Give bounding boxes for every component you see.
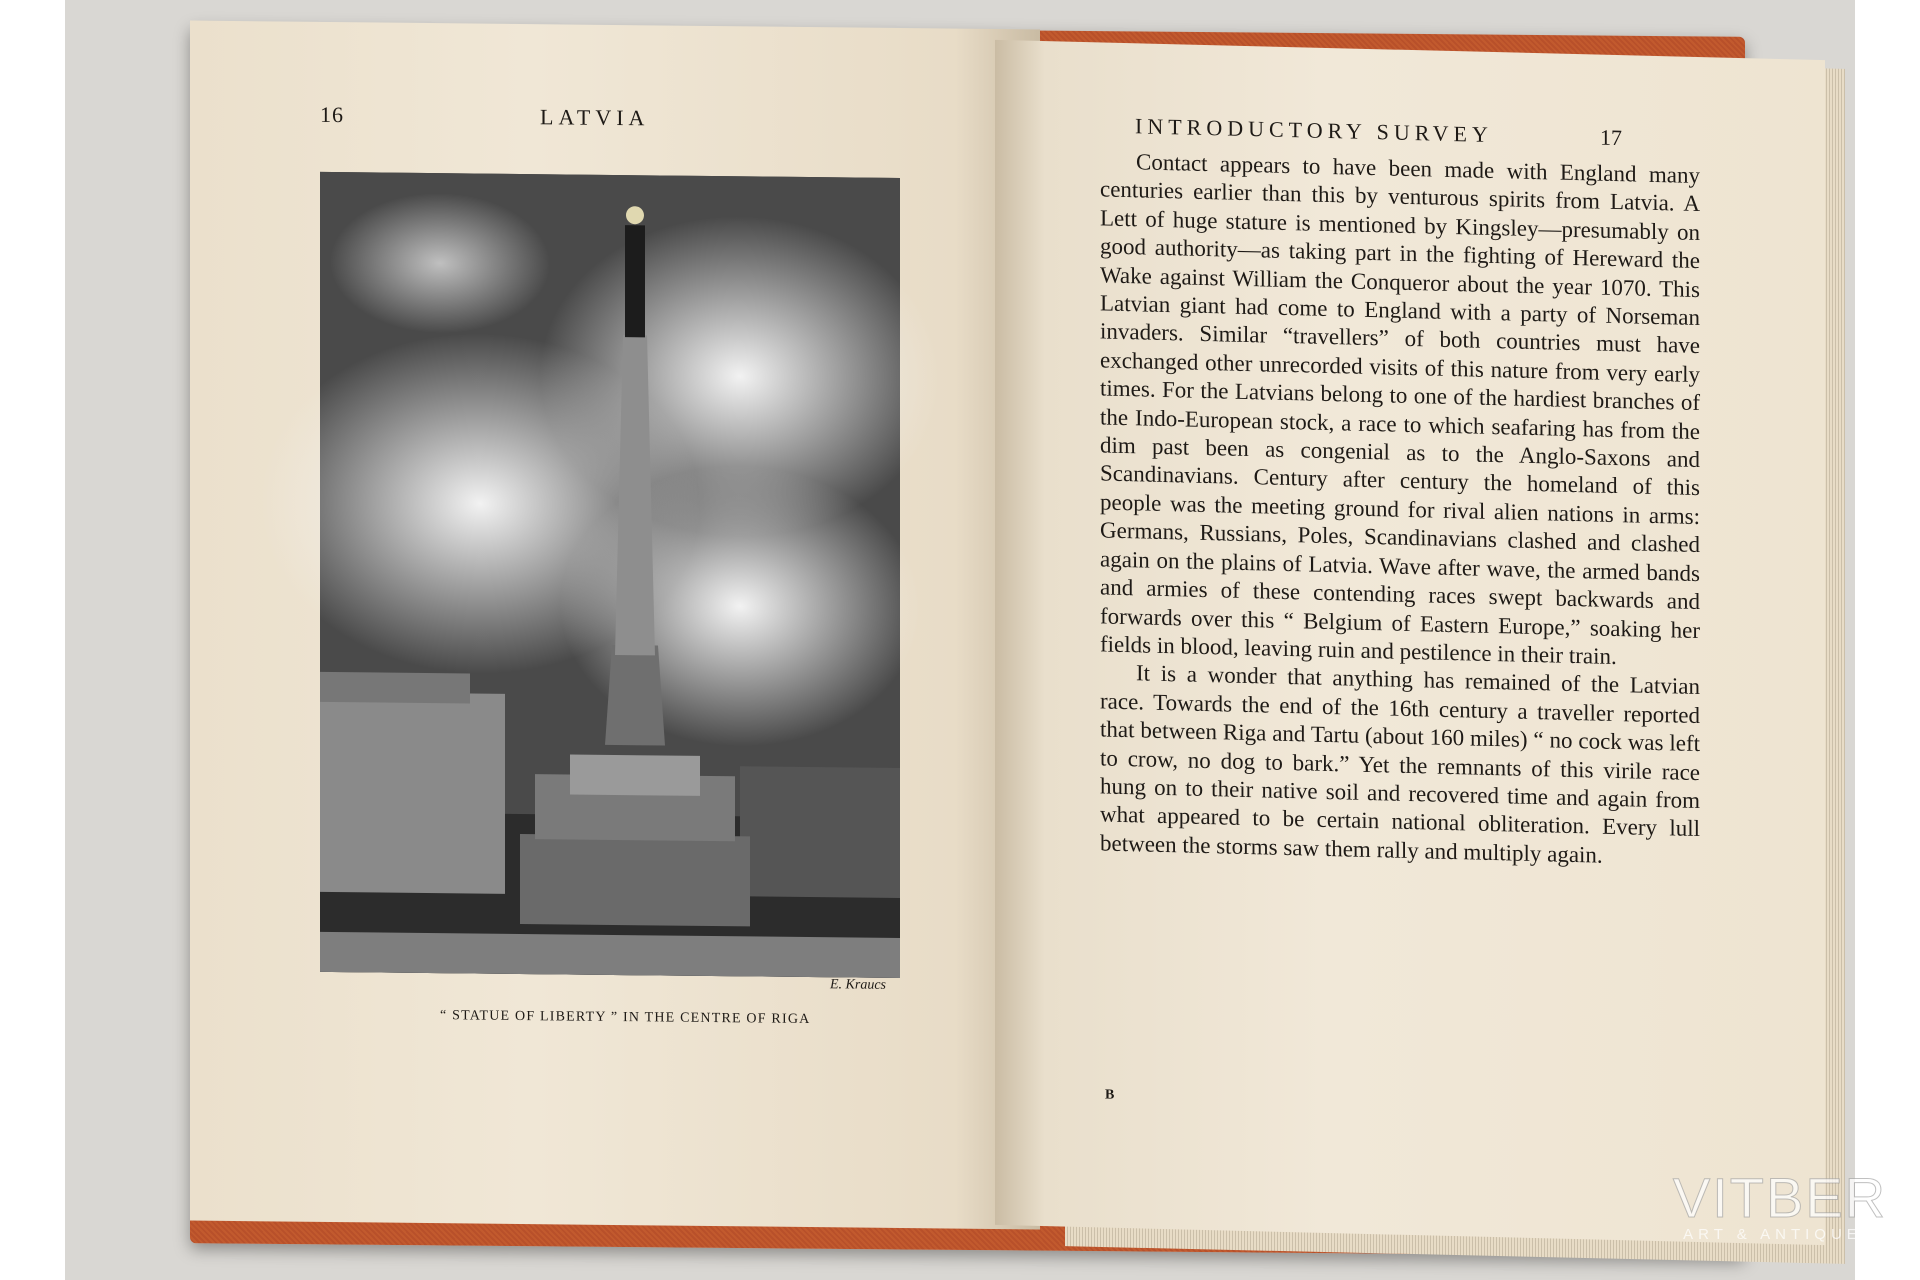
paragraph: Contact appears to have been made with England many centuries earlier than this by venturous spirits from Latvia. A Lett of huge stature is mentioned by Kingsley—presumably on good authority—as taking part in the fighting of Hereward the Wake against William the Conqueror about the year 1070. This Latvian giant had come to England with a party of Norseman invaders. Similar “travellers” of both countries must have exchanged other unrecorded visits of this nature from very early times. For the Latvians belong to one of the hardiest branches of the Indo-European stock, a race to which seafaring has from the dim past been as congenial as to the Anglo-Saxons and Scandinavians. Century after century the homeland of this people was the meeting ground for rival alien nations in arms: Germans, Russians, Poles, Scandinavians clashed and clashed again on the plains of Latvia. Wave after wave, the armed bands and armies of these contending races swept backwards and forwards over this “ Belgium of Eastern Europe,” soaking her fields in blood, leaving ruin and pestilence in their train. bbox=[1100, 149, 1700, 669]
right-page bbox=[995, 40, 1825, 1245]
page-number: 16 bbox=[320, 101, 344, 128]
photo-backdrop bbox=[65, 0, 1888, 1280]
monument-illustration bbox=[320, 172, 900, 978]
left-page bbox=[190, 21, 1040, 1230]
photo-credit: E. Kraucs bbox=[830, 977, 886, 993]
page-number: 17 bbox=[1600, 124, 1622, 151]
running-head: LATVIA bbox=[540, 104, 650, 131]
paragraph: It is a wonder that anything has remained of the Latvian race. Towards the end of the 16th century a traveller reported that between Riga and Tartu (about 160 miles) “ no cock was left to crow, no dog to bark.” Yet the remnants of this virile race hung on to their native soil and recovered time and again from what appeared to be certain national obliteration. Every lull between the storms saw them rally and multiply again. bbox=[1100, 660, 1700, 868]
body-text bbox=[1100, 147, 1700, 872]
monument-photo bbox=[320, 172, 900, 978]
signature-mark: B bbox=[1105, 1087, 1115, 1103]
watermark-tagline: ART & ANTIQUES bbox=[1683, 1226, 1877, 1243]
watermark bbox=[1670, 1166, 1890, 1243]
watermark-logo: VITBER bbox=[1672, 1166, 1888, 1229]
photo-caption: “ STATUE OF LIBERTY ” IN THE CENTRE OF RIGA bbox=[440, 1008, 811, 1028]
running-head: INTRODUCTORY SURVEY bbox=[1135, 113, 1493, 148]
